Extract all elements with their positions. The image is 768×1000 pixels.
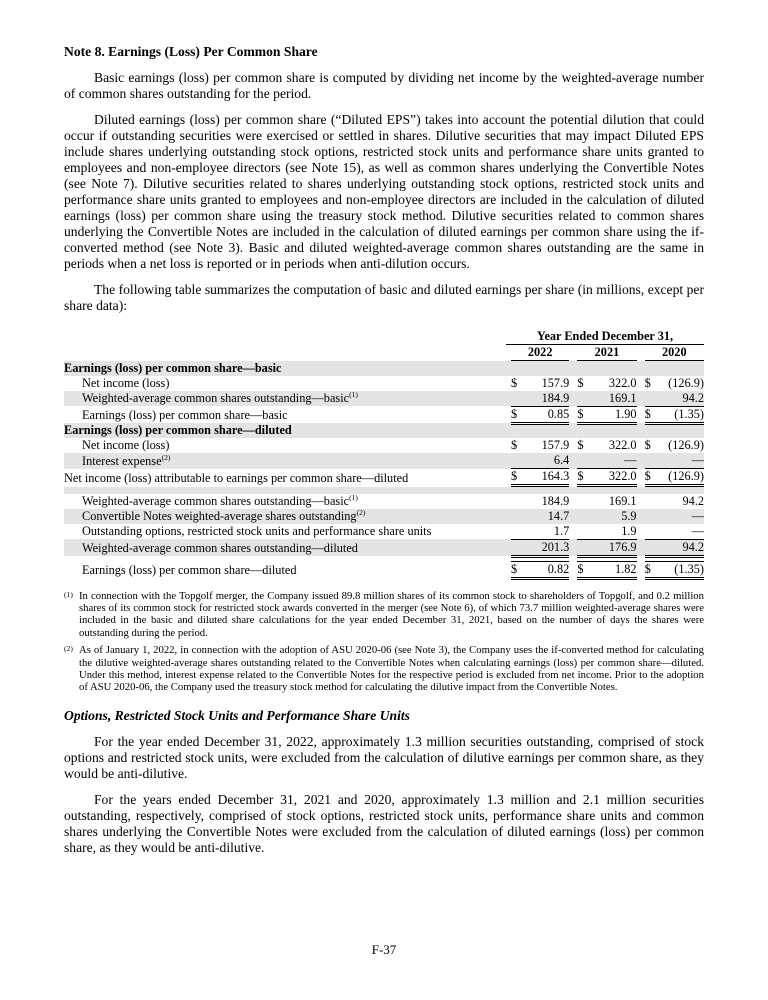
table-span-header-row <box>64 329 704 345</box>
table-row-waso-diluted <box>64 539 704 556</box>
value-cell <box>590 361 636 376</box>
table-row-eps-diluted: Earnings (loss) per common share—diluted $ 0.82 $ 1.82 $ (1.35) <box>64 561 704 578</box>
footnote-ref-1: (1) <box>349 390 358 399</box>
value-cell: 1.82 <box>590 561 636 578</box>
table-row-section-basic <box>64 361 704 376</box>
value-cell: 164.3 <box>524 469 569 486</box>
row-label: Interest expense$^{(2)}$ <box>64 453 506 469</box>
row-label: Weighted-average common shares outstanding—basic$^{(1)}$ <box>82 493 358 508</box>
table-row-net-income-diluted: Net income (loss) $ 157.9 $ 322.0 $ (126.9) <box>64 438 704 453</box>
value-cell: 322.0 <box>608 375 637 390</box>
eps-computation-table <box>64 329 704 580</box>
value-cell <box>658 423 704 438</box>
footnote-ref-1: (1) <box>349 493 358 502</box>
row-label: Earnings (loss) per common share—basic <box>64 361 506 376</box>
value-cell: 0.85 <box>524 406 569 423</box>
value-cell: (126.9) <box>668 375 704 390</box>
row-label: Weighted-average common shares outstanding—diluted <box>64 539 506 556</box>
note-heading: Note 8. Earnings (Loss) Per Common Share <box>64 44 318 59</box>
footnote-2 <box>64 644 704 694</box>
footnotes-section <box>64 590 704 694</box>
row-label: Net income (loss) attributable to earnings per common share—diluted <box>64 470 409 485</box>
value-cell: 176.9 <box>590 539 636 556</box>
row-label: Earnings (loss) per common share—basic <box>82 408 288 422</box>
paragraph-2021-2020-exclusions: For the years ended December 31, 2021 and 2020, approximately 1.3 million and 2.1 million securities outstanding, respectively, comprised of stock options, restricted stock units, performance share units and common shares underlying the Convertible Notes were excluded from the calculation of diluted earnings (loss) per common share, as they would be anti-dilutive. <box>64 791 704 855</box>
value-cell: 1.90 <box>590 406 636 423</box>
row-label: Outstanding options, restricted stock units and performance share units <box>82 524 432 538</box>
value-cell: 169.1 <box>608 493 637 508</box>
column-header-2021: 2021 <box>577 345 636 361</box>
value-cell: 1.7 <box>553 523 570 538</box>
value-cell: — <box>691 523 704 538</box>
value-cell <box>524 423 569 438</box>
column-header-2020: 2020 <box>645 345 704 361</box>
paragraph-2022-exclusions: For the year ended December 31, 2022, approximately 1.3 million securities outstanding, comprised of stock options and restricted stock units, were excluded from the calculation of dilutive earnings per common share, as they would be anti-dilutive. <box>64 733 704 781</box>
value-cell: 5.9 <box>590 509 636 524</box>
paragraph-table-intro: The following table summarizes the computation of basic and diluted earnings per share (in millions, except per share data): <box>64 282 704 313</box>
value-cell: (126.9) <box>668 438 704 452</box>
value-cell: 322.0 <box>608 438 637 452</box>
value-cell: 94.2 <box>682 493 704 508</box>
value-cell: 169.1 <box>590 391 636 407</box>
table-row-outstanding-options <box>64 524 704 540</box>
table-year-header-row <box>64 345 704 361</box>
value-cell: 184.9 <box>541 493 570 508</box>
value-cell: 0.82 <box>524 561 569 578</box>
value-cell: — <box>658 509 704 524</box>
row-label: Weighted-average common shares outstanding—basic$^{(1)}$ <box>64 391 506 407</box>
paragraph-diluted-eps: Diluted earnings (loss) per common share (“Diluted EPS”) takes into account the potential dilution that could occur if outstanding securities were exercised or settled in shares. Dilutive securities that may impact Diluted EPS include shares underlying outstanding stock options, restricted stock units and performance share units granted to employees and non-employee directors (see Note 15), as well as common shares underlying the Convertible Notes (see Note 7). Dilutive securities related to shares underlying outstanding stock options, restricted stock units and performance share units granted to employees and non-employee directors are included in the calculation of diluted earnings (loss) per common share using the treasury stock method. Dilutive securities related to common shares underlying the Convertible Notes are included in the calculation of diluted earnings per common share using the if-converted method (see Note 3). Basic and diluted weighted-average common shares outstanding are the same in periods when a net loss is reported or in periods when anti-dilution occurs. <box>64 112 704 271</box>
row-label: Earnings (loss) per common share—diluted <box>82 563 297 577</box>
paragraph-basic-eps: Basic earnings (loss) per common share is computed by dividing net income by the weighted-average number of common shares outstanding for the period. <box>64 70 704 101</box>
footnote-text: In connection with the Topgolf merger, the Company issued 89.8 million shares of its common stock to shareholders of Topgolf, and 0.2 million shares of its common stock for restricted stock awards converted in the merger (see Note 6), of which 73.7 million weighted-average shares were included in the basic and diluted share calculations for the year ended December 31, 2021, based on the number of days the shares were outstanding during the period. <box>79 589 704 639</box>
row-label: Earnings (loss) per common share—diluted <box>64 423 506 438</box>
value-cell <box>590 423 636 438</box>
value-cell: (126.9) <box>658 469 704 486</box>
table-row-net-income-basic: Net income (loss) $ 157.9 $ 322.0 $ (126.9) <box>64 376 704 391</box>
value-cell: 157.9 <box>541 375 570 390</box>
footnote-text: As of January 1, 2022, in connection with the adoption of ASU 2020-06 (see Note 3), the Company uses the if-converted method for calculating the dilutive weighted-average shares outstanding related to the Convertible Notes when calculating earnings (loss) per common share—diluted. Under this method, interest expense related to the Convertible Notes for the respective period is excluded from net income. Prior to the adoption of ASU 2020-06, the Company used the treasury stock method for calculating the dilutive impact from the Convertible Notes. <box>79 644 704 694</box>
row-label: Convertible Notes weighted-average shares outstanding$^{(2)}$ <box>64 509 506 524</box>
value-cell: 201.3 <box>524 539 569 556</box>
table-row-convertible-notes-waso <box>64 509 704 524</box>
table-spacer-row <box>64 486 704 494</box>
value-cell: 184.9 <box>524 391 569 407</box>
value-cell: 94.2 <box>658 391 704 407</box>
table-row-eps-basic: Earnings (loss) per common share—basic $ 0.85 $ 1.90 $ (1.35) <box>64 406 704 423</box>
column-header-2022: 2022 <box>511 345 569 361</box>
value-cell: (1.35) <box>658 406 704 423</box>
table-span-header: Year Ended December 31, <box>506 329 704 345</box>
footnote-marker: (2) <box>64 644 73 654</box>
value-cell: — <box>658 453 704 469</box>
page-number: F-37 <box>371 942 397 957</box>
value-cell: 157.9 <box>541 438 570 452</box>
value-cell <box>524 361 569 376</box>
value-cell: — <box>590 453 636 469</box>
footnote-ref-2: (2) <box>356 508 366 517</box>
value-cell: (1.35) <box>658 561 704 578</box>
footnote-1 <box>64 590 704 640</box>
value-cell <box>658 361 704 376</box>
table-row-waso-basic <box>64 391 704 407</box>
value-cell: 322.0 <box>590 469 636 486</box>
row-label: Net income (loss) <box>82 375 170 390</box>
footnote-marker: (1) <box>64 589 73 599</box>
value-cell: 1.9 <box>621 523 637 538</box>
footnote-ref-2: (2) <box>161 453 171 462</box>
value-cell: 94.2 <box>658 539 704 556</box>
table-row-section-diluted <box>64 423 704 438</box>
value-cell: 6.4 <box>524 453 569 469</box>
row-label: Net income (loss) <box>82 438 170 452</box>
table-row-waso-basic-2 <box>64 494 704 509</box>
table-row-net-income-attributable: Net income (loss) attributable to earnings per common share—diluted $ 164.3 $ 322.0 $ (126.9) <box>64 469 704 485</box>
subheading-options-rsu-psu: Options, Restricted Stock Units and Performance Share Units <box>64 707 410 723</box>
table-row-interest-expense <box>64 453 704 469</box>
value-cell: 14.7 <box>524 509 569 524</box>
